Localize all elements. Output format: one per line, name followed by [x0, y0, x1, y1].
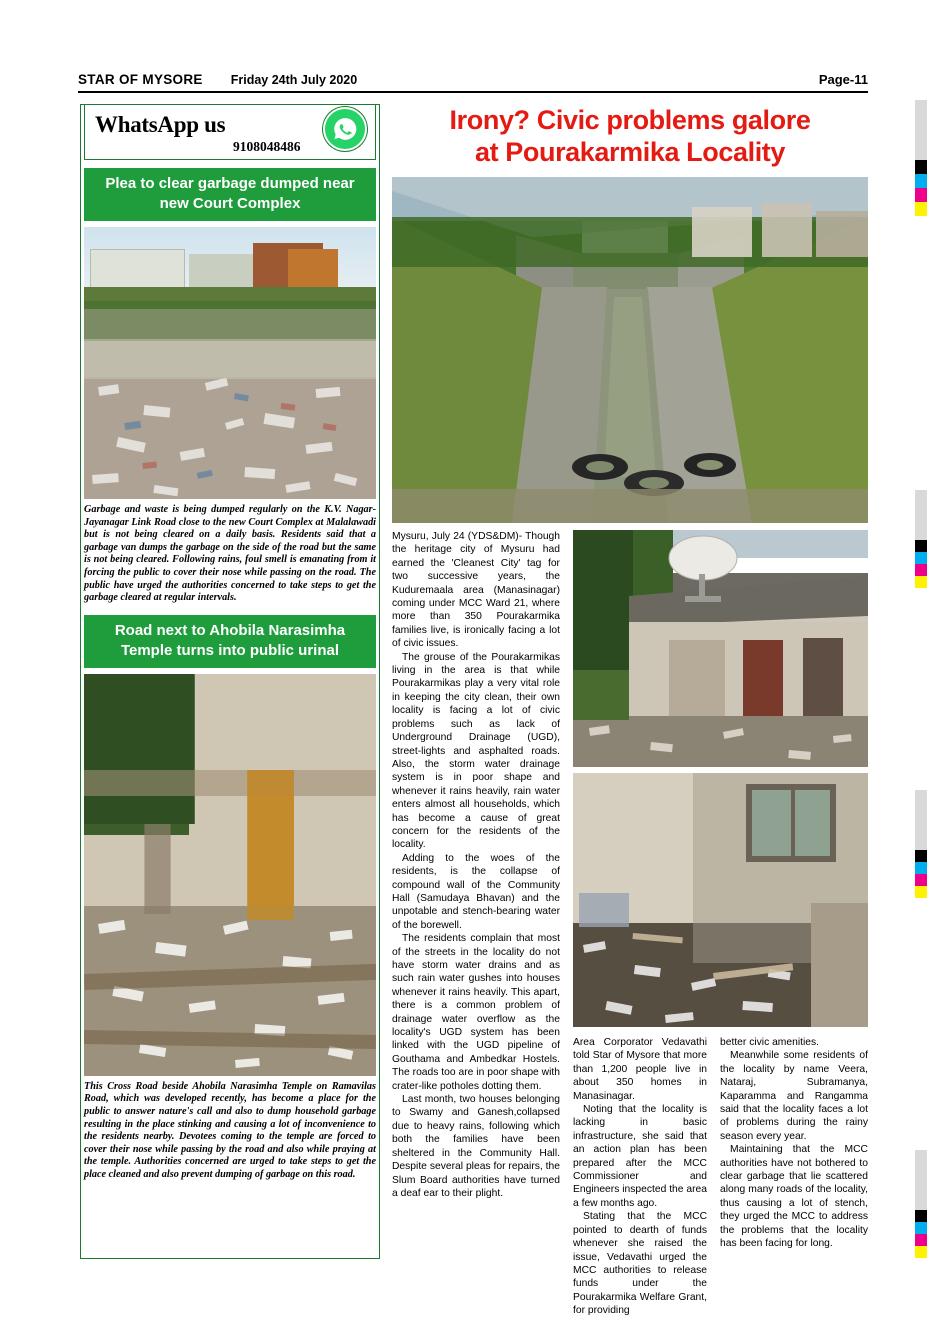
- header-divider: [78, 91, 868, 93]
- headline-line-1: Irony? Civic problems galore: [449, 105, 811, 135]
- paragraph: Maintaining that the MCC authorities have not bothered to clear garbage that lie scattered along many roads of the locality, thus causing a lot of stench, they urged the MCC to address the problems that the locality has been facing for long.: [720, 1144, 868, 1250]
- whatsapp-box: [84, 104, 376, 160]
- paragraph: Noting that the locality is lacking in basic infrastructure, she said that an action plan has been prepared after the MCC Commissioner and Engineers inspected the area a few months ago.: [573, 1104, 707, 1209]
- trash-corner-photo: [573, 773, 868, 1027]
- whatsapp-label: WhatsApp us: [95, 112, 226, 137]
- paper-title: STAR OF MYSORE: [78, 72, 203, 87]
- registration-marks-bottom: [915, 1150, 927, 1258]
- house-with-dish-photo: [573, 530, 868, 767]
- story2-caption: This Cross Road beside Ahobila Narasimha Temple on Ramavilas Road, which was developed recently, has become a place for the public to answer nature's call and also to dump household garbage resulting in the place stinking and causing a lot of inconvenience to the residents nearby. Devotees coming to the temple are forced to cover their nose while passing by the road and also while praying at the temple. Authorities concerned are urged to take steps to get the place cleaned and also prevent dumping of garbage on this road.: [84, 1080, 376, 1180]
- article-column-1: [392, 530, 560, 1200]
- article-column-2: [573, 1036, 707, 1318]
- paragraph: Mysuru, July 24 (YDS&DM)- Though the heritage city of Mysuru had earned the 'Cleanest City' tag for two successive years, the Kuduremaala area (Manasinagar) coming under MCC Ward 21, where more than 350 Pourakarmika families live, is ironically facing a lot of civic issues.: [392, 531, 560, 650]
- issue-date: Friday 24th July 2020: [230, 73, 358, 87]
- story2-heading: Road next to Ahobila Narasimha Temple turns into public urinal: [84, 615, 376, 668]
- paragraph: Meanwhile some residents of the locality by name Veera, Nataraj, Subramanya, Kaparamma and Rangamma said that the locality faces a lot of problems during the rainy season every year.: [720, 1050, 868, 1142]
- paragraph: Adding to the woes of the residents, is the collapse of compound wall of the Community Hall (Samudaya Bhavan) and the unpotable and stench-bearing water of the borewell.: [392, 852, 560, 931]
- page-number: Page-11: [818, 72, 868, 87]
- left-column: [84, 104, 376, 1182]
- headline-line-2: at Pourakarmika Locality: [474, 137, 786, 167]
- registration-marks-mid-1: [915, 490, 927, 588]
- masthead: [78, 72, 868, 87]
- registration-marks-mid-2: [915, 790, 927, 898]
- paragraph: Stating that the MCC pointed to dearth of funds whenever she raised the issue, Vedavathi urged the MCC authorities to release funds under the Pourakarmika Welfare Grant, for providing: [573, 1211, 707, 1317]
- registration-marks-top: [915, 100, 927, 216]
- open-drain-photo: [392, 177, 868, 523]
- cross-road-photo: [84, 674, 376, 1076]
- paragraph: Area Corporator Vedavathi told Star of Mysore that more than 1,200 people live in about 350 homes in Manasinagar.: [573, 1037, 707, 1102]
- story1-caption: Garbage and waste is being dumped regularly on the K.V. Nagar-Jayanagar Link Road close to the new Court Complex at Malalawadi but is not being cleared on a daily basis. Residents said that a garbage van dumps the garbage on the side of the road but the same is not being cleared. Following rains, foul smell is emanating from it forcing the public to cover their nose while passing on the road. The public have urged the authorities concerned to take steps to get the garbage cleared at regular intervals.: [84, 504, 376, 604]
- article-column-3: [720, 1036, 868, 1251]
- paragraph: The grouse of the Pourakarmikas living in the area is that while Pourakarmikas play a very vital role in keeping the city clean, their own locality is facing a lot of civic problems such as lack of Underground Drainage (UGD), street-lights and asphalted roads. Also, the storm water drainage system is in poor shape and whenever it rains heavily, rain water enters almost all households, which has become a cause of great concern for the residents of the locality.: [392, 651, 560, 851]
- garbage-dump-photo: [84, 227, 376, 499]
- paragraph: The residents complain that most of the streets in the locality do not have storm water drains and as such rain water gushes into houses whenever it rains heavily. This apart, there is a common problem of drainage water overflow as the locality's UGD system has been linked with the UGD pipeline of Gouthama and Ambedkar Hostels. The roads too are in poor shape with crater-like potholes dotting them.: [392, 933, 560, 1092]
- main-headline: [392, 104, 868, 168]
- paragraph: better civic amenities.: [720, 1037, 820, 1048]
- story1-heading: Plea to clear garbage dumped near new Court Complex: [84, 168, 376, 221]
- whatsapp-icon: [323, 107, 367, 151]
- paragraph: Last month, two houses belonging to Swamy and Ganesh,collapsed due to heavy rains, following which both the families have been sheltered in the Community Hall. Despite several pleas for repairs, the Slum Board authorities have turned a deaf ear to their plight.: [392, 1094, 560, 1199]
- whatsapp-number: 9108048486: [233, 139, 301, 154]
